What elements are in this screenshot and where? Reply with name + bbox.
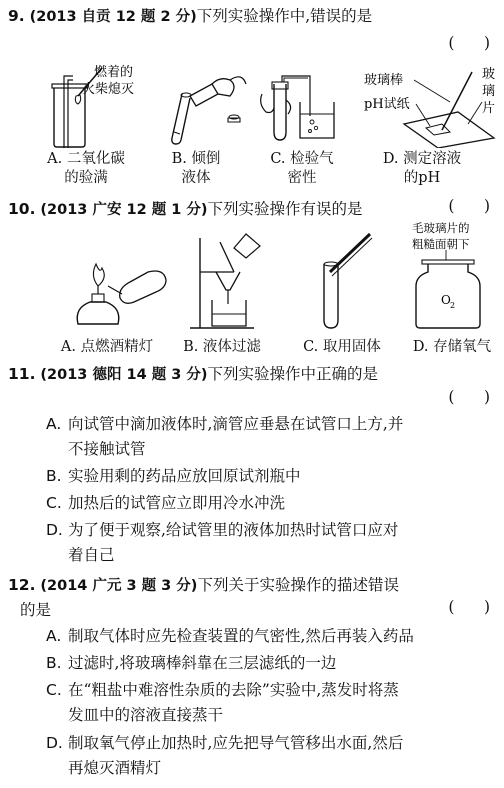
q11-text: 下列实验操作中正确的是 [207, 365, 379, 383]
q9-figure-d [364, 62, 500, 148]
q9-figure-c [254, 74, 354, 146]
q10d-annot-o2-sub: 2 [450, 301, 456, 310]
q10-figure-c [310, 228, 380, 332]
q10-caption-c: C. 取用固体 [303, 339, 381, 355]
q12-text: 下列关于实验操作的描述错误 [197, 576, 399, 594]
q10d-annot-o2: O [441, 293, 451, 307]
q11-option-d[interactable]: D. 为了便于观察,给试管里的液体加热时试管口应对 [46, 521, 399, 539]
q11-number: 11. [8, 365, 36, 383]
q9-answer-blank[interactable]: ( ) [448, 34, 490, 52]
q12-source: (2014 广元 3 题 3 分) [40, 578, 198, 594]
q9a-annot-1: 燃着的 [94, 65, 134, 80]
q9-caption-c: C. 检验气 密性 [270, 151, 334, 186]
q12-number: 12. [8, 576, 36, 594]
q9d-annot-glass-2: 璃 [482, 84, 496, 99]
q10d-annot-2: 粗糙面朝下 [412, 237, 470, 251]
q10d-annot-1: 毛玻璃片的 [412, 222, 470, 235]
q11-source: (2013 德阳 14 题 3 分) [40, 367, 208, 383]
q10-figure-b [180, 228, 264, 332]
q9-number: 9. [8, 7, 25, 25]
q11-option-b[interactable]: B. 实验用剩的药品应放回原试剂瓶中 [46, 467, 301, 485]
q9d-annot-glass-1: 玻 [482, 67, 496, 82]
q12-option-d[interactable]: D. 制取氧气停止加热时,应先把导气管移出水面,然后 [46, 734, 404, 752]
q11-answer-blank[interactable]: ( ) [448, 388, 490, 406]
q12-text-cont: 的是 [20, 601, 52, 619]
q12-option-c-cont: 发皿中的溶液直接蒸干 [68, 706, 224, 724]
q11-option-d-cont: 着自己 [68, 546, 115, 564]
q9-caption-a: A. 二氧化碳 的验满 [47, 151, 125, 186]
q9-figure-b [160, 74, 250, 150]
q10-caption-d: D. 存储氧气 [412, 339, 492, 355]
q9d-annot-rod: 玻璃棒 [364, 73, 404, 88]
q9a-annot-2: 火柴熄灭 [82, 82, 135, 97]
q11-option-a[interactable]: A. 向试管中滴加液体时,滴管应垂悬在试管口上方,并 [46, 415, 404, 433]
q9-stem [8, 4, 372, 26]
q10-figure-d [400, 222, 496, 334]
q12-answer-blank[interactable]: ( ) [448, 598, 490, 616]
q9d-annot-glass-3: 片 [482, 101, 496, 116]
q12-option-c[interactable]: C. 在“粗盐中难溶性杂质的去除”实验中,蒸发时将蒸 [46, 681, 399, 699]
q10-stem [8, 197, 363, 219]
q10-answer-blank[interactable]: ( ) [448, 197, 490, 215]
q12-stem [8, 573, 399, 595]
q9-caption-b: B. 倾倒 液体 [171, 151, 221, 186]
q9-figure-a [42, 62, 152, 148]
q10-caption-a: A. 点燃酒精灯 [60, 339, 154, 355]
q12-option-d-cont: 再熄灭酒精灯 [68, 759, 162, 777]
q10-source: (2013 广安 12 题 1 分) [40, 202, 208, 218]
q11-option-a-cont: 不接触试管 [68, 440, 146, 458]
q9d-annot-paper: pH试纸 [364, 97, 410, 112]
q9-text: 下列实验操作中,错误的是 [196, 7, 373, 25]
q12-option-a[interactable]: A. 制取气体时应先检查装置的气密性,然后再装入药品 [46, 627, 414, 645]
q9-source: (2013 自贡 12 题 2 分) [29, 9, 197, 25]
q11-stem [8, 362, 378, 384]
q12-option-b[interactable]: B. 过滤时,将玻璃棒斜靠在三层滤纸的一边 [46, 654, 337, 672]
q10-text: 下列实验操作有误的是 [207, 200, 363, 218]
q10-number: 10. [8, 200, 36, 218]
q10-figure-a [70, 258, 170, 330]
q9-caption-d: D. 测定溶液 的pH [382, 151, 462, 186]
q11-option-c[interactable]: C. 加热后的试管应立即用冷水冲洗 [46, 494, 286, 512]
q10-caption-b: B. 液体过滤 [183, 339, 261, 355]
